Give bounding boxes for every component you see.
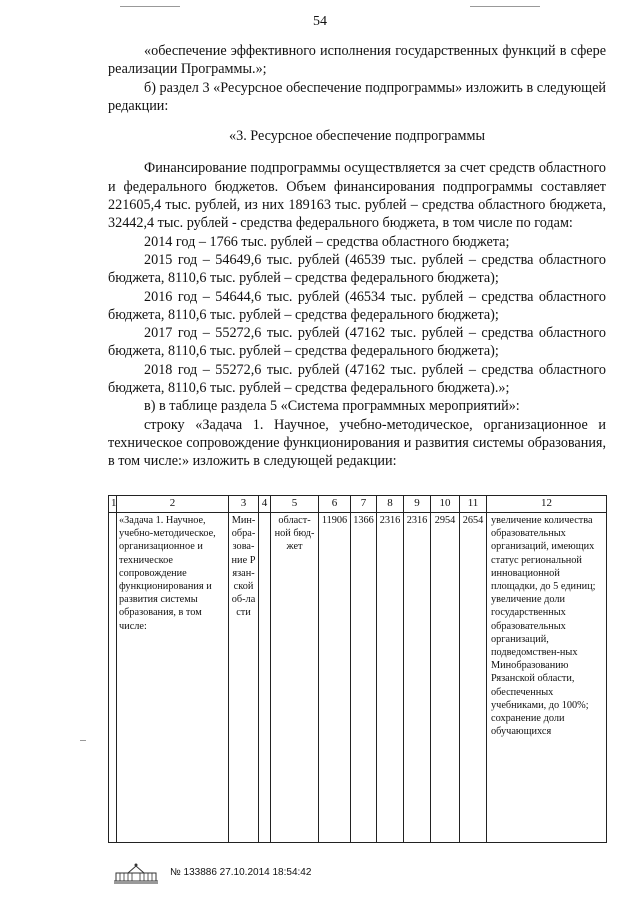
- header-cell: 5: [271, 496, 319, 513]
- document-footer: [110, 862, 410, 884]
- government-building-emblem-icon: [110, 862, 162, 884]
- cell-2015: 2316: [377, 513, 404, 843]
- header-cell: 10: [431, 496, 460, 513]
- program-measures-table: [108, 495, 607, 843]
- header-cell: 3: [229, 496, 259, 513]
- section-heading: «3. Ресурсное обеспечение подпрограммы: [229, 128, 485, 145]
- scan-mark: [470, 6, 540, 7]
- header-cell: 8: [377, 496, 404, 513]
- header-cell: 12: [487, 496, 607, 513]
- cell-2017: 2954: [431, 513, 460, 843]
- header-cell: 11: [460, 496, 487, 513]
- year-2016: 2016 год – 54644,6 тыс. рублей (46534 тыс. рублей – средства областного бюджета, 8110,6 тыс. рублей – средства федерального бюджета);: [108, 288, 606, 323]
- registration-stamp: № 133886 27.10.2014 18:54:42: [170, 867, 312, 878]
- cell-total: 11906: [319, 513, 351, 843]
- header-cell: 1: [109, 496, 117, 513]
- paragraph-functions: «обеспечение эффективного исполнения государственных функций в сфере реализации Программы.»;: [108, 43, 606, 78]
- cell-col4: [259, 513, 271, 843]
- scan-mark: [120, 6, 180, 7]
- cell-2016: 2316: [404, 513, 431, 843]
- scan-mark: [80, 740, 86, 741]
- header-cell: 7: [351, 496, 377, 513]
- header-cell: 9: [404, 496, 431, 513]
- document-body: [108, 42, 606, 471]
- table-row: [109, 513, 607, 843]
- year-2014: 2014 год – 1766 тыс. рублей – средства областного бюджета;: [144, 233, 510, 250]
- year-2017: 2017 год – 55272,6 тыс. рублей (47162 тыс. рублей – средства областного бюджета, 8110,6 тыс. рублей – средства федерального бюджета);: [108, 325, 606, 360]
- header-cell: 4: [259, 496, 271, 513]
- paragraph-task-1: строку «Задача 1. Научное, учебно-методическое, организационное и техническое сопровождение функционирования и развития системы образования, в том числе:» изложить в следующей редакции:: [108, 416, 606, 470]
- header-cell: 6: [319, 496, 351, 513]
- page-number: 54: [313, 14, 327, 29]
- cell-number: [109, 513, 117, 843]
- cell-expected-results: увеличение количества образовательных организаций, имеющих статус региональной инновационной площадки, до 5 единиц; увеличение доли государственных образовательных организаций, подведомствен-ных Минобразованию Рязанской области, обеспеченных учебниками, до 100%; сохранение доли обучающихся: [487, 513, 607, 843]
- cell-task-name: «Задача 1. Научное, учебно-методическое, организационное и техническое сопровождение функционирования и развития системы образования, в том числе:: [117, 513, 229, 843]
- paragraph-section-3: б) раздел 3 «Ресурсное обеспечение подпрограммы» изложить в следующей редакции:: [108, 79, 606, 114]
- year-2015: 2015 год – 54649,6 тыс. рублей (46539 тыс. рублей – средства областного бюджета, 8110,6 тыс. рублей – средства федерального бюджета);: [108, 251, 606, 287]
- paragraph-financing: Финансирование подпрограммы осуществляется за счет средств областного и федерального бюджетов. Объем финансирования подпрограммы составляет 221605,4 тыс. рублей, из них 189163 тыс. рублей – средства областного бюджета, 32442,4 тыс. рублей - средства федерального бюджета, в том числе по годам:: [108, 160, 606, 232]
- cell-executor: Мин-обра-зова-ние Рязан-ской об-ласти: [229, 513, 259, 843]
- cell-funding-source: област-ной бюд-жет: [271, 513, 319, 843]
- table-header-row: [109, 496, 607, 513]
- cell-2018: 2654: [460, 513, 487, 843]
- cell-2014: 1366: [351, 513, 377, 843]
- paragraph-table-section-5: в) в таблице раздела 5 «Система программных мероприятий»:: [144, 398, 520, 415]
- header-cell: 2: [117, 496, 229, 513]
- year-2018: 2018 год – 55272,6 тыс. рублей (47162 тыс. рублей – средства областного бюджета, 8110,6 тыс. рублей – средства федерального бюджета).»;: [108, 361, 606, 397]
